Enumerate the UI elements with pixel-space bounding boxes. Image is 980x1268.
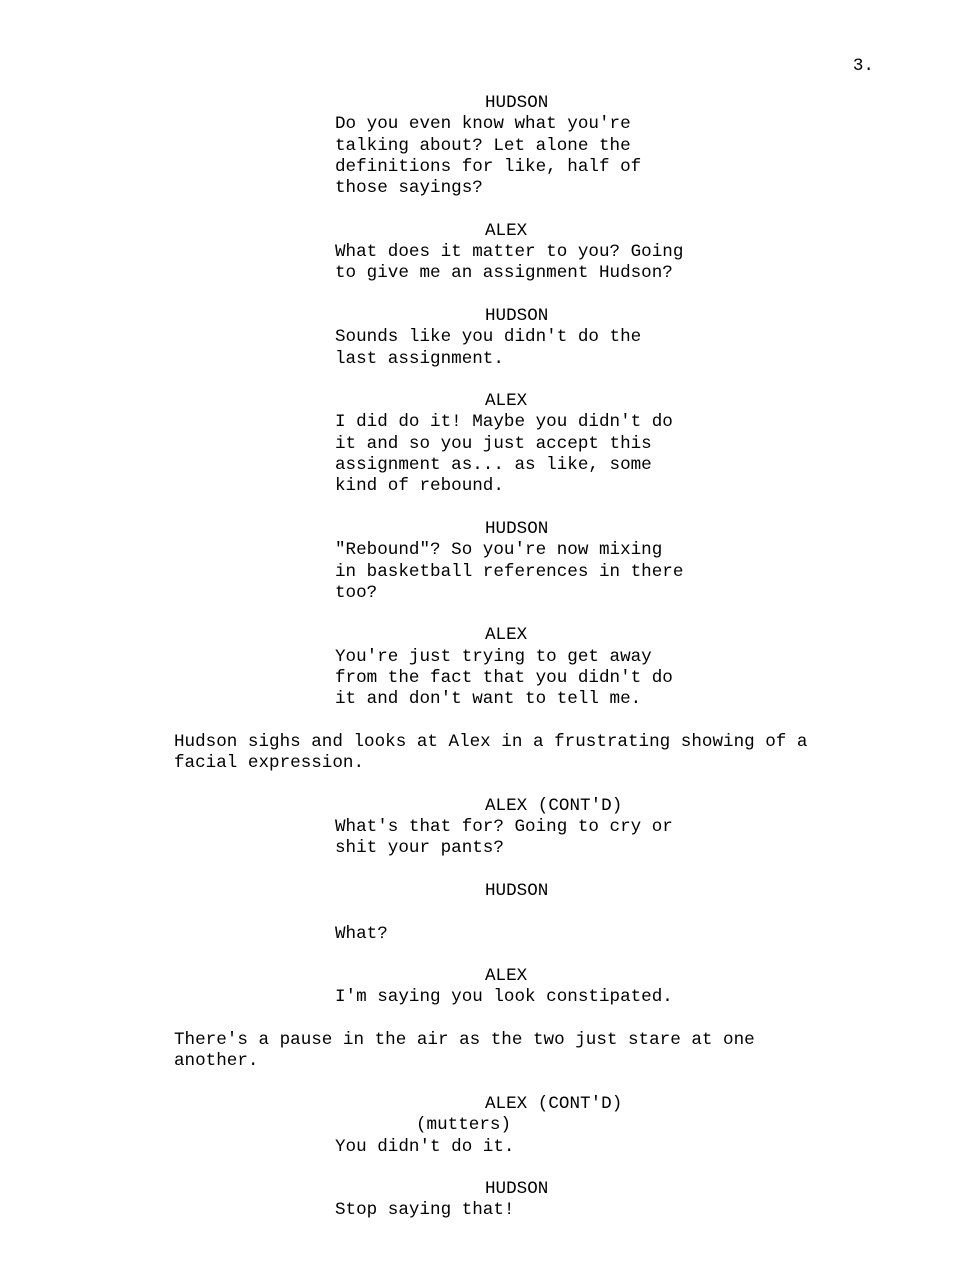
dialogue-line: "Rebound"? So you're now mixing: [335, 540, 663, 561]
spacer: [174, 498, 894, 519]
dialogue-line: I'm saying you look constipated.: [335, 987, 673, 1008]
character-name: HUDSON: [485, 518, 549, 539]
action-line: Hudson sighs and looks at Alex in a frustrating showing of a: [174, 731, 808, 752]
dialogue-line: Do you even know what you're: [335, 114, 631, 135]
spacer: [174, 711, 894, 732]
spacer: [174, 370, 894, 391]
dialogue-line: shit your pants?: [335, 838, 504, 859]
parenthetical: (mutters): [416, 1115, 512, 1136]
character-name: HUDSON: [485, 880, 549, 901]
dialogue-line: I did do it! Maybe you didn't do: [335, 412, 673, 433]
action-line: another.: [174, 1051, 259, 1072]
character-name: ALEX (CONT'D): [485, 1093, 623, 1114]
action-line: facial expression.: [174, 753, 365, 774]
spacer: [174, 199, 894, 220]
character-name: ALEX: [485, 391, 528, 412]
spacer: [174, 945, 894, 966]
character-name: HUDSON: [485, 93, 549, 113]
dialogue-line: last assignment.: [335, 348, 504, 369]
dialogue-line: What?: [335, 923, 388, 944]
dialogue-line: Sounds like you didn't do the: [335, 327, 642, 348]
dialogue-line: those sayings?: [335, 178, 483, 199]
spacer: [174, 1009, 894, 1030]
dialogue-line: You're just trying to get away: [335, 646, 652, 667]
dialogue-line: assignment as... as like, some: [335, 455, 652, 476]
dialogue-line: in basketball references in there: [335, 561, 684, 582]
spacer: [174, 1158, 894, 1179]
dialogue-line: What's that for? Going to cry or: [335, 817, 673, 838]
dialogue-line: definitions for like, half of: [335, 156, 642, 177]
character-name: ALEX: [485, 220, 528, 241]
spacer: [174, 775, 894, 796]
character-name: HUDSON: [485, 305, 549, 326]
spacer: [174, 1073, 894, 1094]
dialogue-line: too?: [335, 582, 378, 603]
character-name: HUDSON: [485, 1179, 549, 1200]
spacer: [174, 285, 894, 306]
spacer: [174, 604, 894, 625]
dialogue-line: Stop saying that!: [335, 1200, 515, 1221]
page-number: 3.: [852, 56, 874, 76]
character-name: ALEX: [485, 625, 528, 646]
spacer: [174, 860, 894, 881]
dialogue-line: to give me an assignment Hudson?: [335, 263, 673, 284]
dialogue-line: You didn't do it.: [335, 1136, 515, 1157]
dialogue-line: talking about? Let alone the: [335, 135, 631, 156]
dialogue-line: from the fact that you didn't do: [335, 668, 673, 689]
dialogue-line: kind of rebound.: [335, 476, 504, 497]
character-name: ALEX: [485, 966, 528, 987]
dialogue-line: it and so you just accept this: [335, 433, 652, 454]
dialogue-line: it and don't want to tell me.: [335, 689, 642, 710]
dialogue-line: What does it matter to you? Going: [335, 242, 684, 263]
spacer: [174, 902, 894, 923]
action-line: There's a pause in the air as the two just stare at one: [174, 1030, 755, 1051]
screenplay-body: [174, 93, 894, 1222]
character-name: ALEX (CONT'D): [485, 795, 623, 816]
